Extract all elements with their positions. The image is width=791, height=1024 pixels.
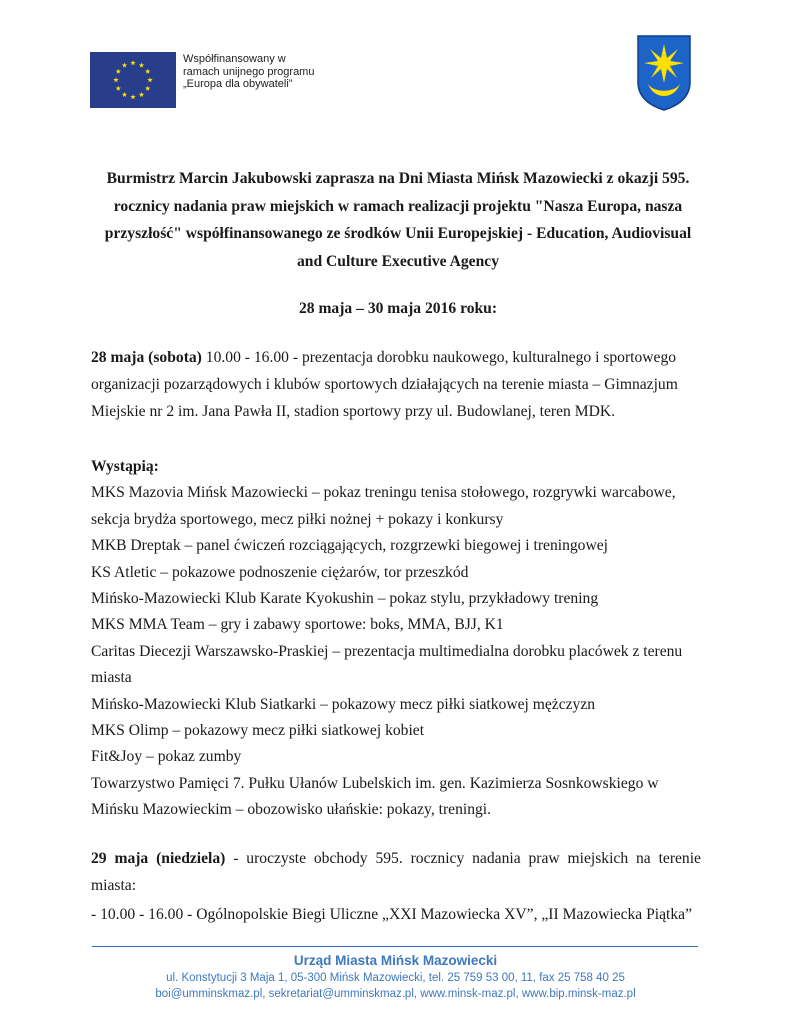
performer-item: Towarzystwo Pamięci 7. Pułku Ułanów Lubelskich im. gen. Kazimierza Sosnkowskiego w Mińsku Mazowieckim – obozowisko ułańskie: pokazy, treningi. [91, 774, 659, 819]
footer [60, 951, 731, 1002]
footer-contacts: boi@umminskmaz.pl, sekretariat@umminskmaz.pl, www.minsk-maz.pl, www.bip.minsk-maz.pl [155, 988, 636, 1000]
day-1-paragraph [91, 344, 701, 425]
footer-title: Urząd Miasta Mińsk Mazowiecki [293, 953, 498, 968]
day-1-label: 28 maja (sobota) [91, 349, 202, 366]
eu-logo-caption: Współfinansowany w ramach unijnego programu „Europa dla obywateli” [183, 53, 315, 91]
footer-address: ul. Konstytucji 3 Maja 1, 05-300 Mińsk Mazowiecki, tel. 25 759 53 00, 11, fax 25 758 40 25 [166, 972, 625, 984]
event-dates: 28 maja – 30 maja 2016 roku: [298, 300, 498, 317]
performer-item: Mińsko-Mazowiecki Klub Karate Kyokushin – pokaz stylu, przykładowy trening [91, 590, 599, 608]
performer-item: Caritas Diecezji Warszawsko-Praskiej – prezentacja multimedialna dorobku placówek z terenu miasta [91, 642, 683, 687]
day-2-label: 29 maja (niedziela) [91, 850, 226, 867]
day-1-text: 10.00 - 16.00 - prezentacja dorobku naukowego, kulturalnego i sportowego organizacji pozarządowych i klubów sportowych działających na terenie miasta – Gimnazjum Miejskie nr 2 im. Jana Pawła II, stadion sportowy przy ul. Budowlanej, teren MDK. [91, 349, 678, 420]
invitation-intro: Burmistrz Marcin Jakubowski zaprasza na Dni Miasta Mińsk Mazowiecki z okazji 595. rocznicy nadania praw miejskich w ramach realizacji projektu "Nasza Europa, nasza przyszłość" współfinansowanego ze środków Unii Europejskiej - Education, Audiovisual and Culture Executive Agency [104, 170, 692, 270]
performer-item: Fit&Joy – pokaz zumby [91, 748, 242, 766]
performer-item: KS Atletic – pokazowe podnoszenie ciężarów, tor przeszkód [91, 563, 469, 581]
performers-heading: Wystąpią: [91, 458, 159, 475]
day-2-text: - uroczyste obchody 595. rocznicy nadania praw miejskich na terenie miasta: [91, 850, 701, 894]
footer-divider [92, 946, 698, 947]
coat-of-arms-icon [636, 34, 692, 112]
day-2-paragraph [91, 845, 701, 899]
day-2-bullet: - 10.00 - 16.00 - Ogólnopolskie Biegi Uliczne „XXI Mazowiecka XV”, „II Mazowiecka Piątka” [91, 906, 693, 923]
eu-flag-icon [90, 52, 176, 108]
performers-section [91, 454, 701, 824]
performer-item: MKB Dreptak – panel ćwiczeń rozciągających, rozgrzewki biegowej i treningowej [91, 537, 608, 555]
performer-item: MKS MMA Team – gry i zabawy sportowe: boks, MMA, BJJ, K1 [91, 616, 504, 634]
performer-item: MKS Olimp – pokazowy mecz piłki siatkowej kobiet [91, 722, 425, 740]
performer-item: MKS Mazovia Mińsk Mazowiecki – pokaz treningu tenisa stołowego, rozgrywki warcabowe, sekcja brydża sportowego, mecz piłki nożnej + pokazy i konkursy [91, 484, 676, 528]
performer-item: Mińsko-Mazowiecki Klub Siatkarki – pokazowy mecz piłki siatkowej mężczyzn [91, 695, 596, 713]
